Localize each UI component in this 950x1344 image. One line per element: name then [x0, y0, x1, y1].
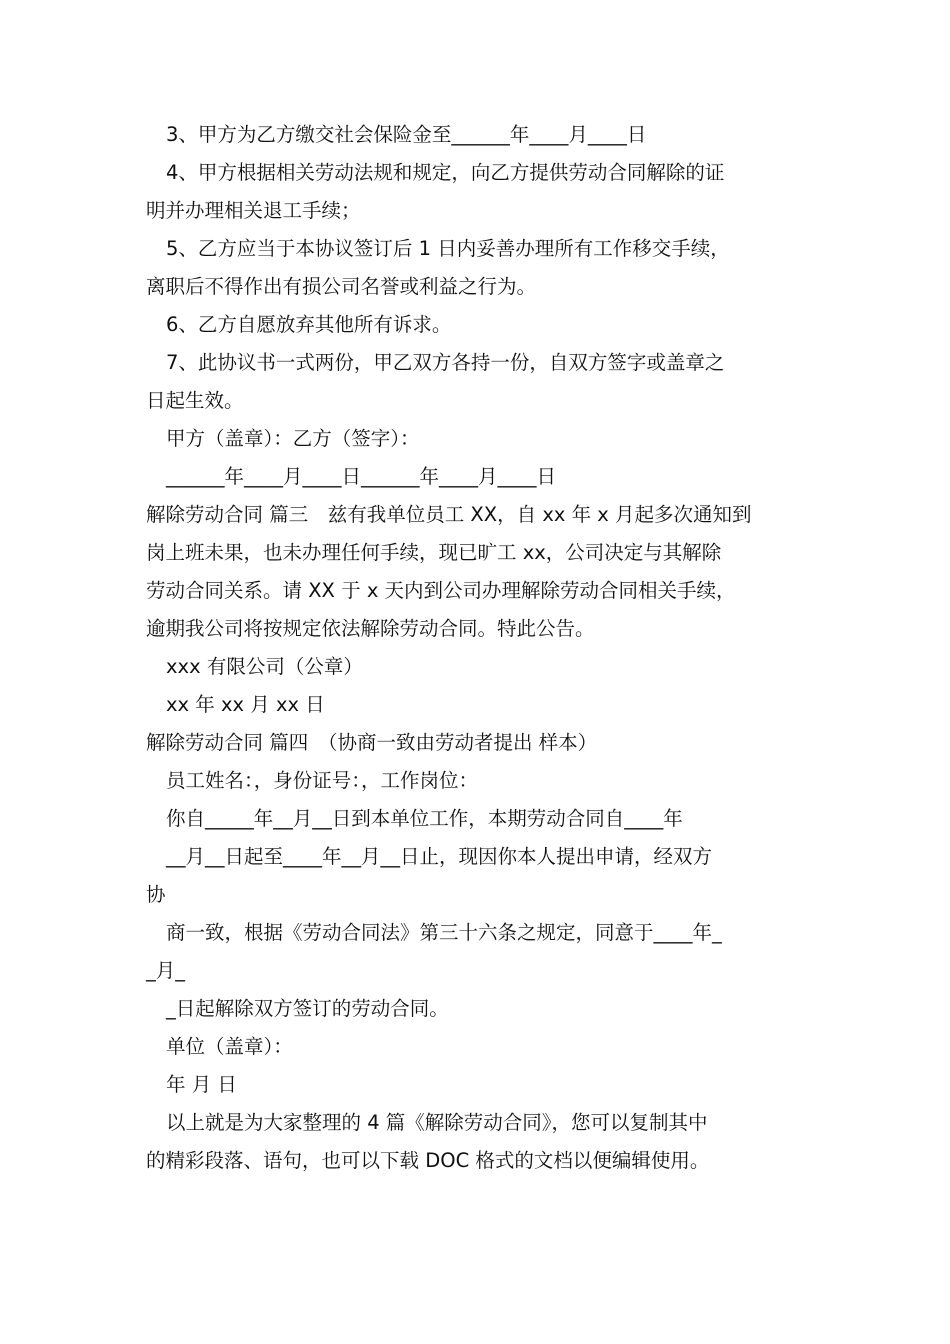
- date-line: 年 月 日: [166, 1073, 237, 1096]
- company-seal-line: xxx 有限公司（公章）: [166, 655, 363, 678]
- section-heading-three: 解除劳动合同 篇三 兹有我单位员工 XX，自 xx 年 x 月起多次通知到: [146, 503, 752, 526]
- text-line: _日起解除双方签订的劳动合同。: [166, 997, 449, 1020]
- text-line: 员工姓名：，身份证号：，工作岗位：: [166, 769, 479, 792]
- text-line: _月_: [146, 959, 186, 982]
- text-line: 4、甲方根据相关劳动法规和规定，向乙方提供劳动合同解除的证: [166, 161, 725, 184]
- date-line: xx 年 xx 月 xx 日: [166, 693, 325, 716]
- text-line: __月__日起至____年__月__日止，现因你本人提出申请，经双方: [166, 845, 713, 868]
- text-line: 逾期我公司将按规定依法解除劳动合同。特此公告。: [146, 617, 595, 640]
- text-line: 你自_____年__月__日到本单位工作，本期劳动合同自____年: [166, 807, 683, 830]
- text-line: 7、此协议书一式两份，甲乙双方各持一份，自双方签字或盖章之: [166, 351, 725, 374]
- signature-labels: 甲方（盖章）：乙方（签字）：: [166, 427, 420, 450]
- document-body: [146, 116, 816, 1180]
- section-heading-four: 解除劳动合同 篇四 （协商一致由劳动者提出 样本）: [146, 731, 598, 754]
- text-line: 协: [146, 883, 166, 906]
- text-line: 岗上班未果，也未办理任何手续，现已旷工 xx，公司决定与其解除: [146, 541, 722, 564]
- text-line: 商一致，根据《劳动合同法》第三十六条之规定，同意于____年_: [166, 921, 722, 944]
- text-line: 明并办理相关退工手续；: [146, 199, 361, 222]
- text-line: 日起生效。: [146, 389, 244, 412]
- text-line: 离职后不得作出有损公司名誉或利益之行为。: [146, 275, 537, 298]
- text-line: 以上就是为大家整理的 4 篇《解除劳动合同》，您可以复制其中: [166, 1111, 708, 1134]
- text-line: 3、甲方为乙方缴交社会保险金至______年____月____日: [166, 123, 647, 146]
- text-line: 的精彩段落、语句，也可以下载 DOC 格式的文档以便编辑使用。: [146, 1149, 710, 1172]
- signature-dates: ______年____月____日______年____月____日: [166, 465, 556, 488]
- text-line: 6、乙方自愿放弃其他所有诉求。: [166, 313, 452, 336]
- text-line: 5、乙方应当于本协议签订后 1 日内妥善办理所有工作移交手续，: [166, 237, 730, 260]
- text-line: 劳动合同关系。请 XX 于 x 天内到公司办理解除劳动合同相关手续，: [146, 579, 736, 602]
- unit-seal-line: 单位（盖章）：: [166, 1035, 293, 1058]
